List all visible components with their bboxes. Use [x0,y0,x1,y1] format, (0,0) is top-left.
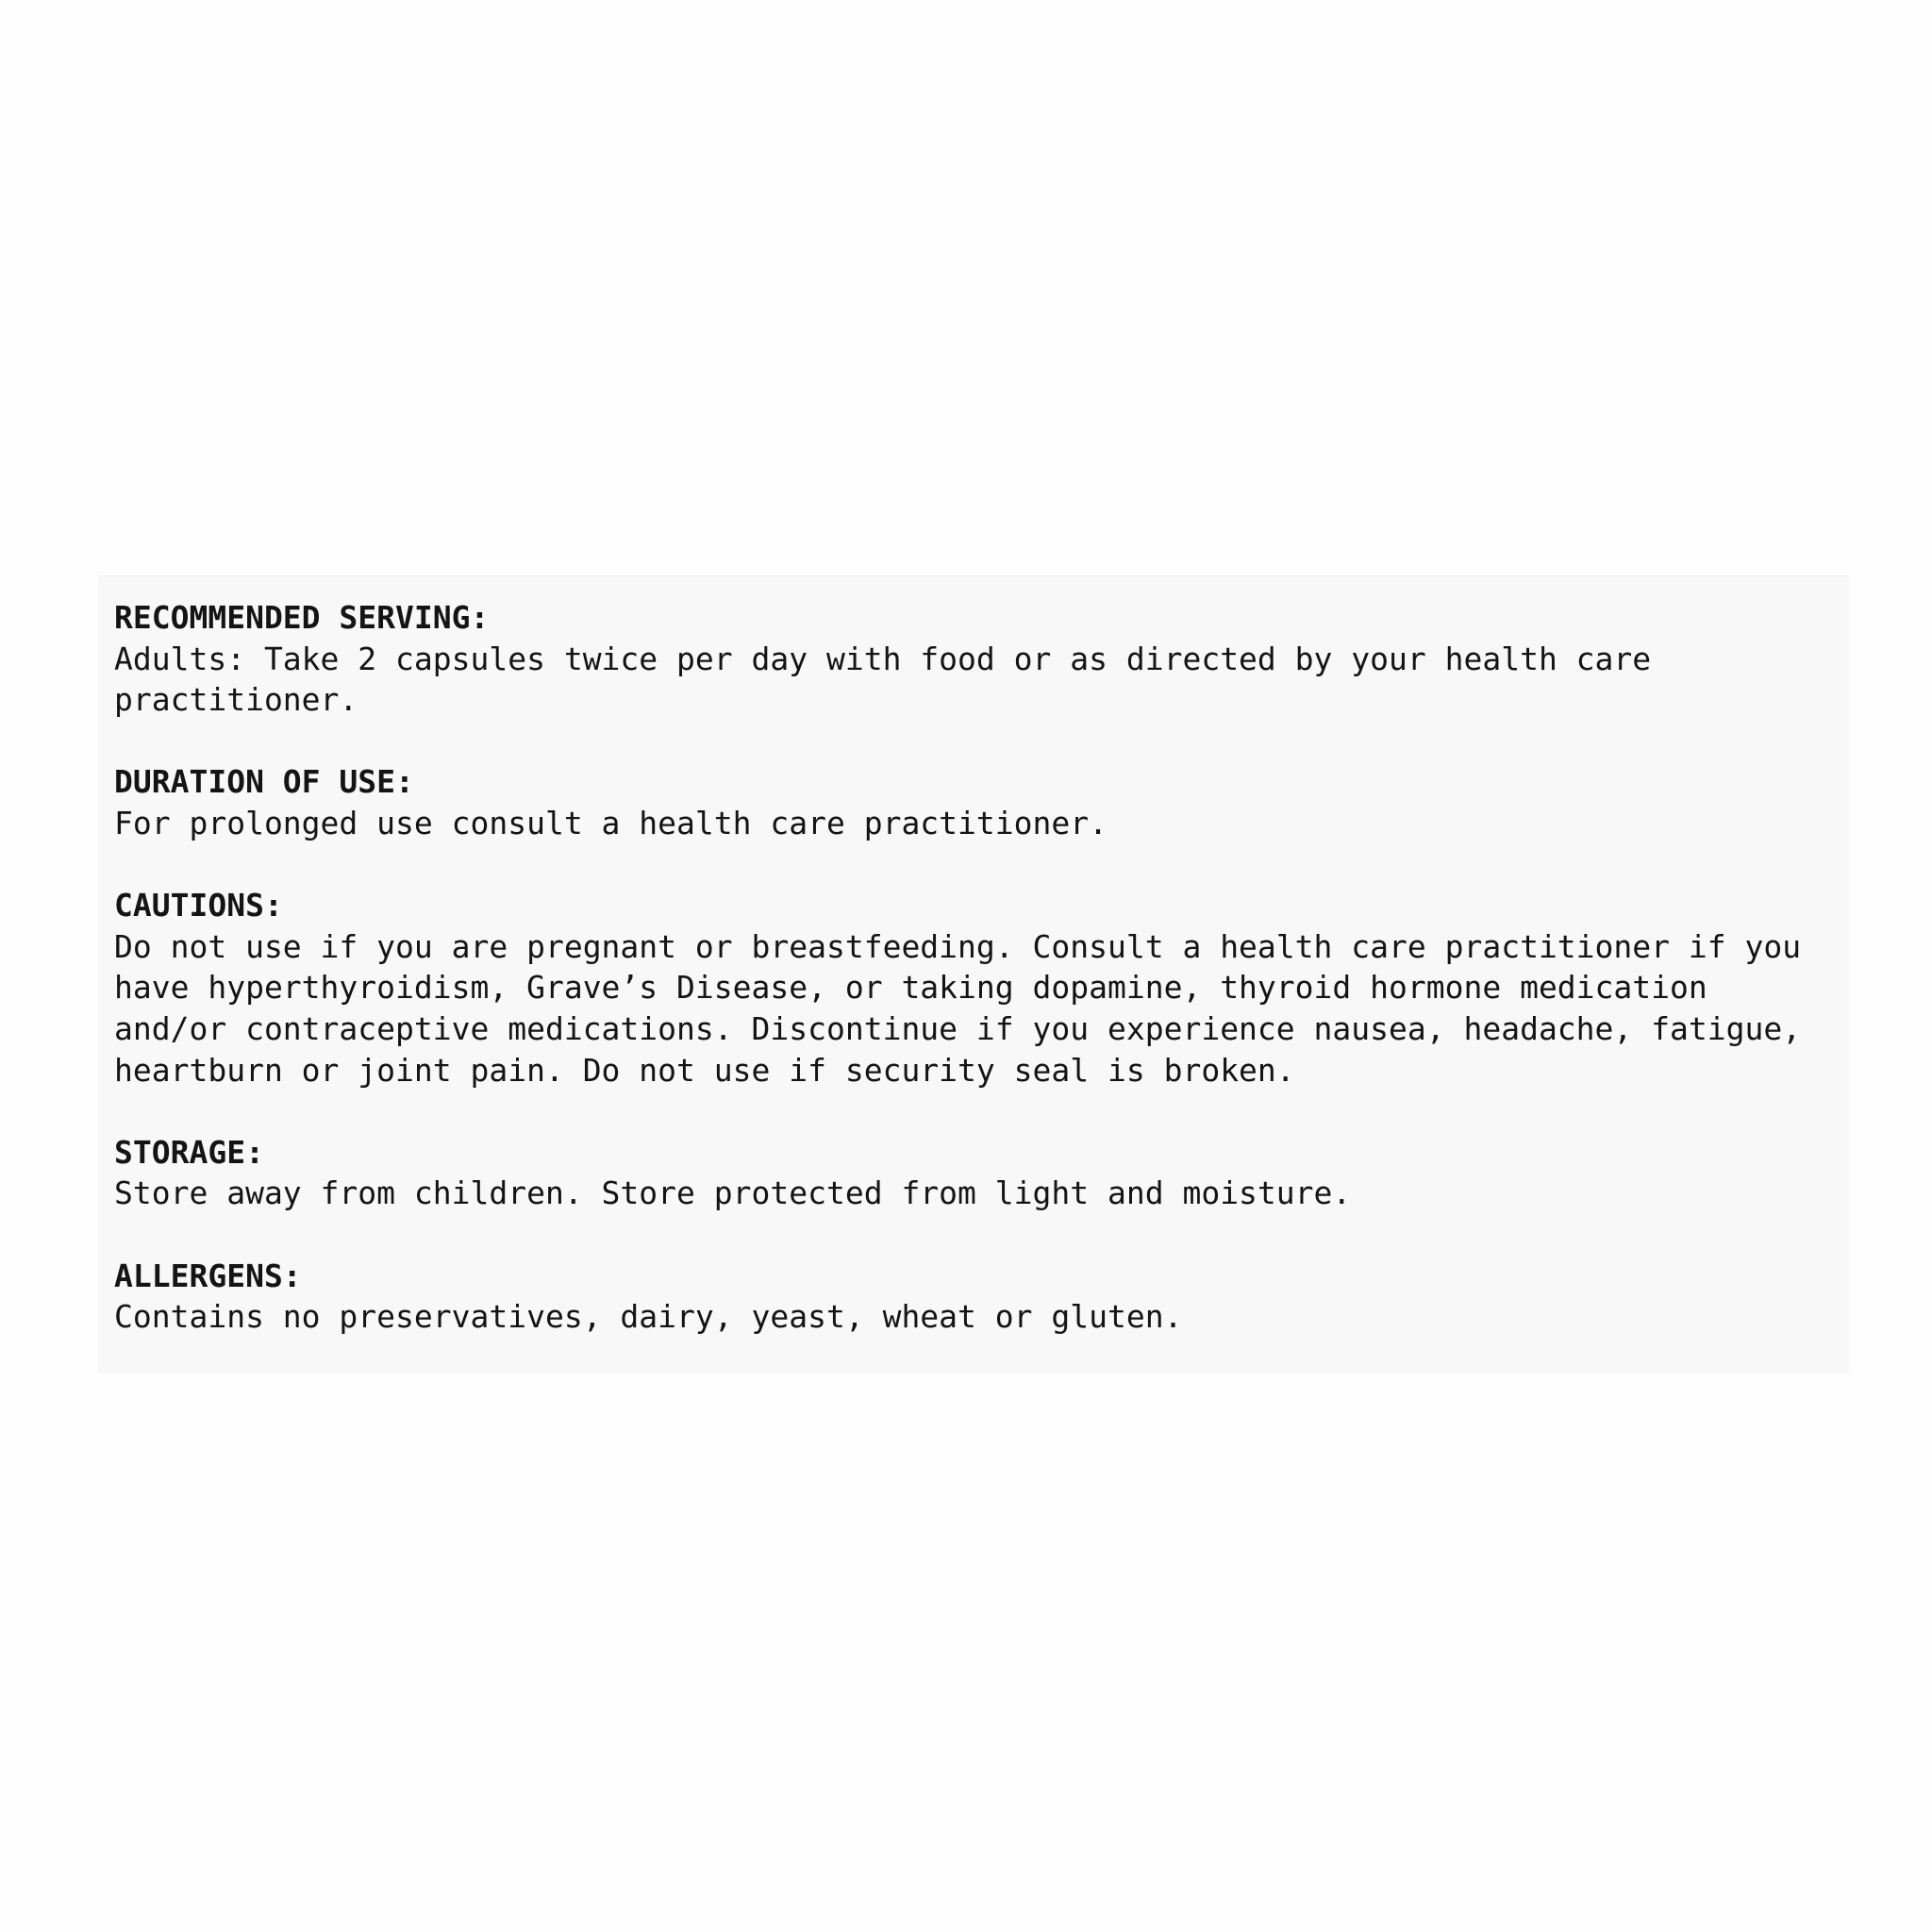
section-text-line: Contains no preservatives, dairy, yeast, wheat or gluten. [114,1298,1183,1336]
section-heading: DURATION OF USE: [114,763,414,801]
section-heading: CAUTIONS: [114,887,283,924]
section-text-line: practitioner. [114,681,358,719]
section-text-line: Store away from children. Store protected from light and moisture. [114,1174,1352,1212]
section-text-line: and/or contraceptive medications. Discontinue if you experience nausea, headache, fatigue, [114,1009,1802,1047]
section-text-line: Do not use if you are pregnant or breastfeeding. Consult a health care practitioner if you [114,927,1802,965]
section-heading: STORAGE: [114,1133,264,1171]
section-cautions [114,885,1849,1091]
section-allergens [114,1256,1849,1338]
section-heading: ALLERGENS: [114,1257,302,1294]
section-text-line: For prolonged use consult a health care practitioner. [114,804,1108,841]
section-text-line: heartburn or joint pain. Do not use if security seal is broken. [114,1051,1295,1089]
section-storage [114,1132,1849,1214]
section-recommended-serving [114,597,1849,721]
section-text-line: Adults: Take 2 capsules twice per day with food or as directed by your health care [114,640,1652,677]
section-text-line: have hyperthyroidism, Grave’s Disease, or taking dopamine, thyroid hormone medication [114,969,1707,1007]
label-text-panel [98,575,1849,1374]
section-duration-of-use [114,761,1849,843]
section-heading: RECOMMENDED SERVING: [114,599,490,636]
